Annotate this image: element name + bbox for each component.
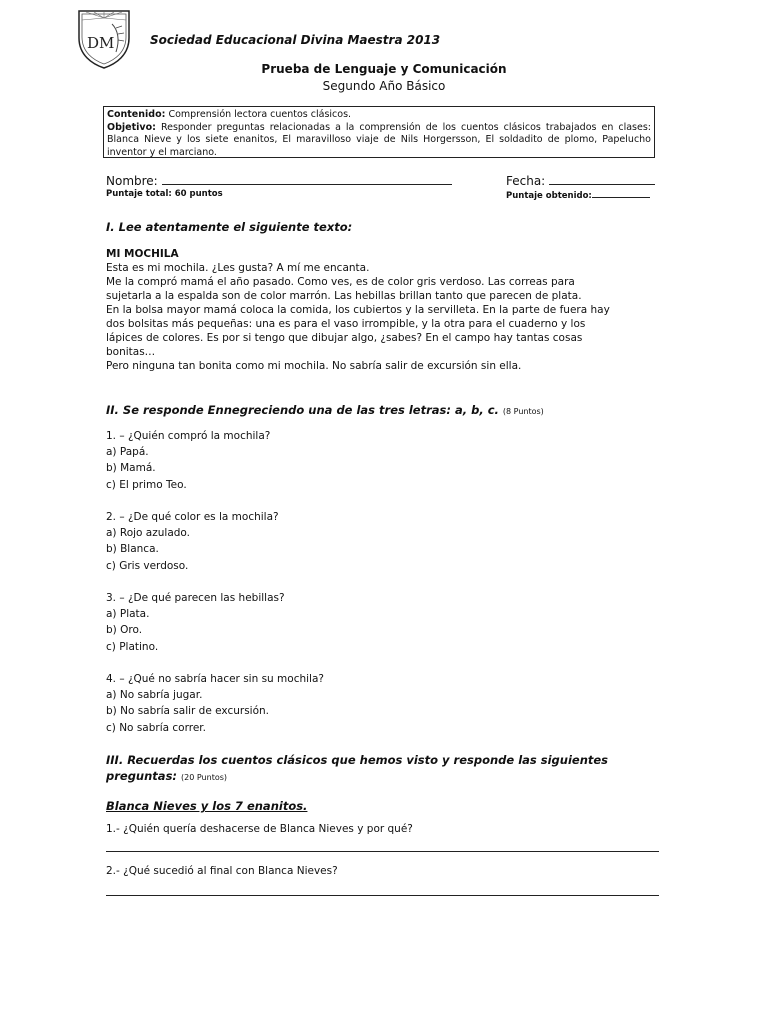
- option-c[interactable]: c) No sabría correr.: [106, 721, 206, 734]
- obtained-line[interactable]: [592, 189, 650, 198]
- option-a[interactable]: a) Papá.: [106, 446, 149, 459]
- question-4: [106, 671, 324, 736]
- objective-text: Responder preguntas relacionadas a la comprensión de los cuentos clásicos trabajados en clases: Blanca Nieve y los siete enanitos, El maravilloso viaje de Nils Horgersson, El soldadito de plomo, Papelucho inventor y el marciano.: [107, 121, 651, 158]
- story-line: Me la compró mamá el año pasado. Como ves, es de color gris verdoso. Las correas para: [106, 276, 575, 288]
- story-line: Pero ninguna tan bonita como mi mochila. No sabría salir de excursión sin ella.: [106, 360, 522, 372]
- option-a[interactable]: a) No sabría jugar.: [106, 689, 203, 702]
- option-b[interactable]: b) Blanca.: [106, 543, 159, 556]
- option-c[interactable]: c) Platino.: [106, 640, 159, 653]
- test-subtitle: Segundo Año Básico: [322, 79, 446, 93]
- story-text: [106, 247, 666, 373]
- question-text: 1. – ¿Quién compró la mochila?: [106, 430, 271, 442]
- story-line: Esta es mi mochila. ¿Les gusta? A mí me encanta.: [106, 262, 370, 274]
- story-line: bonitas…: [106, 346, 156, 358]
- answer-line-2[interactable]: [106, 895, 659, 896]
- question-text: 2. – ¿De qué color es la mochila?: [106, 511, 279, 523]
- objective-label: Objetivo:: [107, 121, 156, 133]
- logo-letters: DM: [87, 34, 115, 52]
- question-3: [106, 590, 285, 655]
- objective-row: [107, 122, 651, 160]
- section-2-points: (8 Puntos): [502, 407, 544, 416]
- date-label: Fecha:: [506, 174, 546, 188]
- story-line: sujetarla a la espalda son de color marrón. Las hebillas brillan tanto que parecen de plata.: [106, 290, 582, 302]
- open-question-1: 1.- ¿Quién quería deshacerse de Blanca Nieves y por qué?: [106, 823, 413, 835]
- name-label: Nombre:: [106, 174, 158, 188]
- section-3-heading-line1: III. Recuerdas los cuentos clásicos que hemos visto y responde las siguientes: [106, 753, 609, 767]
- section-3-points: (20 Puntos): [181, 773, 228, 782]
- school-logo-icon: [76, 8, 132, 70]
- section-3-heading: [106, 752, 666, 786]
- story-line: En la bolsa mayor mamá coloca la comida, los cubiertos y la servilleta. En la parte de fuera hay: [106, 304, 610, 316]
- question-1: [106, 428, 270, 493]
- option-a[interactable]: a) Plata.: [106, 608, 150, 621]
- section-1-heading: I. Lee atentamente el siguiente texto:: [106, 220, 353, 234]
- name-line[interactable]: [162, 173, 452, 185]
- story-heading: Blanca Nieves y los 7 enanitos.: [106, 799, 308, 813]
- content-objective-box: [103, 106, 655, 158]
- name-field[interactable]: [106, 173, 452, 188]
- option-a[interactable]: a) Rojo azulado.: [106, 527, 190, 540]
- school-name: Sociedad Educacional Divina Maestra 2013: [150, 33, 441, 47]
- date-line[interactable]: [549, 173, 655, 185]
- section-3-heading-line2-row: [106, 768, 666, 786]
- total-score: Puntaje total: 60 puntos: [106, 189, 223, 199]
- section-2-heading: [106, 403, 544, 417]
- obtained-score-field[interactable]: [506, 189, 650, 201]
- obtained-label: Puntaje obtenido:: [506, 191, 592, 201]
- section-2-heading-text: II. Se responde Ennegreciendo una de las tres letras: a, b, c.: [106, 403, 499, 417]
- content-text: Comprensión lectora cuentos clásicos.: [168, 109, 352, 120]
- test-title: Prueba de Lenguaje y Comunicación: [261, 62, 507, 76]
- story-line: dos bolsitas más pequeñas: una es para el vaso irrompible, y la otra para el cuaderno y los: [106, 318, 586, 330]
- question-2: [106, 509, 279, 574]
- option-b[interactable]: b) Oro.: [106, 624, 143, 637]
- date-field[interactable]: [506, 173, 655, 188]
- story-title: MI MOCHILA: [106, 248, 179, 260]
- question-text: 4. – ¿Qué no sabría hacer sin su mochila?: [106, 673, 324, 685]
- option-c[interactable]: c) El primo Teo.: [106, 478, 187, 491]
- option-c[interactable]: c) Gris verdoso.: [106, 559, 189, 572]
- content-label: Contenido:: [107, 109, 166, 120]
- question-text: 3. – ¿De qué parecen las hebillas?: [106, 592, 285, 604]
- open-question-2: 2.- ¿Qué sucedió al final con Blanca Nieves?: [106, 865, 338, 877]
- story-line: lápices de colores. Es por si tengo que dibujar algo, ¿sabes? En el campo hay tantas cosas: [106, 332, 583, 344]
- answer-line-1[interactable]: [106, 851, 659, 852]
- option-b[interactable]: b) No sabría salir de excursión.: [106, 705, 270, 718]
- content-row: [107, 109, 651, 122]
- option-b[interactable]: b) Mamá.: [106, 462, 156, 475]
- section-3-heading-line2: preguntas:: [106, 769, 178, 783]
